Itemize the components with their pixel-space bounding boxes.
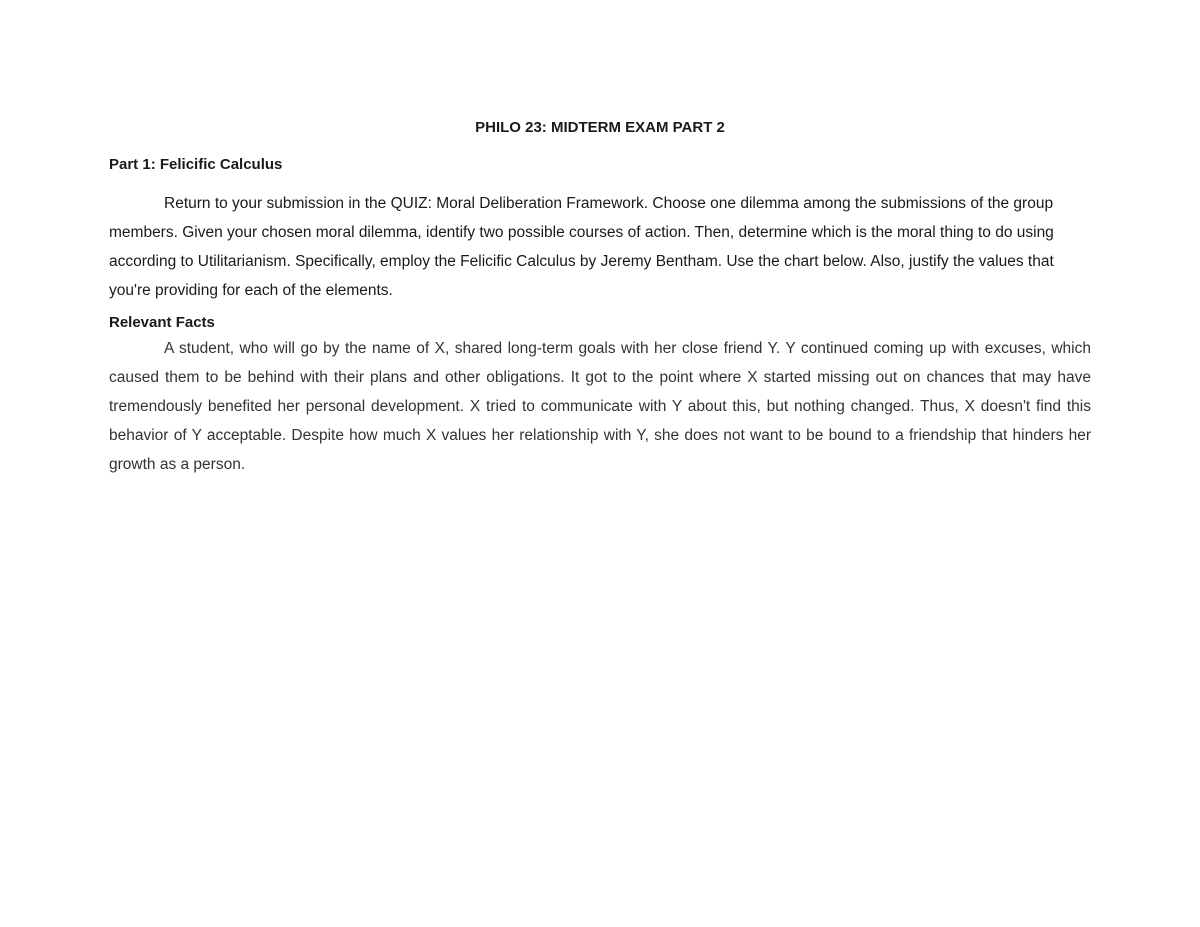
document-title: PHILO 23: MIDTERM EXAM PART 2: [475, 119, 725, 136]
document-body: [109, 117, 1091, 479]
part1-heading: Part 1: Felicific Calculus: [109, 156, 283, 173]
relevant-facts-paragraph: A student, who will go by the name of X, shared long-term goals with her close friend Y. Y continued coming up with excuses, which caused them to be behind with their plans and other obligations. It got to the point where X started missing out on chances that may have tremendously benefited her personal development. X tried to communicate with Y about this, but nothing changed. Thus, X doesn't find this behavior of Y acceptable. Despite how much X values her relationship with Y, she does not want to be bound to a friendship that hinders her growth as a person.: [109, 340, 1091, 473]
relevant-facts-heading: Relevant Facts: [109, 314, 215, 331]
instructions-paragraph: Return to your submission in the QUIZ: Moral Deliberation Framework. Choose one dilemma among the submissions of the group members. Given your chosen moral dilemma, identify two possible courses of action. Then, determine which is the moral thing to do using according to Utilitarianism. Specifically, employ the Felicific Calculus by Jeremy Bentham. Use the chart below. Also, justify the values that you're providing for each of the elements.: [109, 195, 1054, 299]
